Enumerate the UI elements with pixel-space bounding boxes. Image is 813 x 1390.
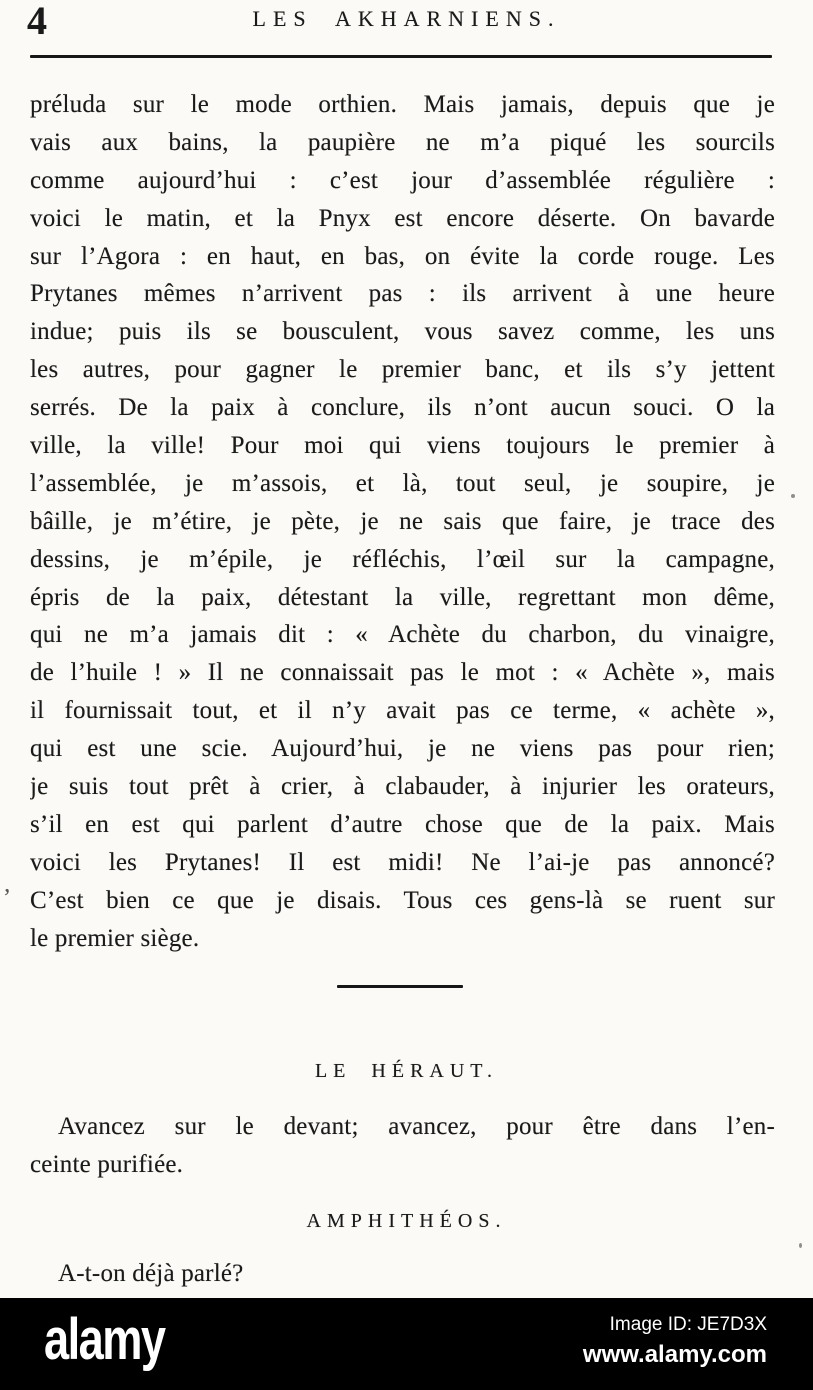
text-line: sur l’Agora : en haut, en bas, on évite la corde rouge. Les (30, 242, 775, 270)
watermark-info (583, 1313, 767, 1370)
text-line: Prytanes mêmes n’arrivent pas : ils arrivent à une heure (30, 280, 775, 308)
image-id-text: Image ID: JE7D3X (609, 1314, 767, 1335)
text-line: qui ne m’a jamais dit : « Achète du charbon, du vinaigre, (30, 621, 775, 649)
dialogue-line: ceinte purifiée. (30, 1151, 184, 1178)
scan-artifact-dot (799, 1243, 802, 1248)
text-line: je suis tout prêt à crier, à clabauder, à injurier les orateurs, (30, 773, 775, 801)
text-line: s’il en est qui parlent d’autre chose que de la paix. Mais (30, 810, 775, 838)
text-line: vais aux bains, la paupière ne m’a piqué les sourcils (30, 128, 775, 156)
text-line: serrés. De la paix à conclure, ils n’ont aucun souci. O la (30, 394, 775, 422)
text-line: de l’huile ! » Il ne connaissait pas le mot : « Achète », mais (30, 659, 775, 687)
section-divider-rule (337, 985, 463, 988)
text-line: il fournissait tout, et il n’y avait pas ce terme, « achète », (30, 697, 775, 725)
speaker-heading-amphitheos: AMPHITHÉOS. (306, 1210, 507, 1232)
text-line: indue; puis ils se bousculent, vous savez comme, les uns (30, 318, 775, 346)
text-line: ville, la ville! Pour moi qui viens toujours le premier à (30, 432, 775, 460)
text-line: qui est une scie. Aujourd’hui, je ne viens pas pour rien; (30, 735, 775, 763)
text-line: les autres, pour gagner le premier banc, et ils s’y jettent (30, 356, 775, 384)
dialogue-line: A-t-on déjà parlé? (58, 1260, 244, 1287)
dialogue-line: Avancez sur le devant; avancez, pour être dans l’en- (58, 1113, 775, 1140)
text-line: bâille, je m’étire, je pète, je ne sais que faire, je trace des (30, 507, 775, 535)
text-line: comme aujourd’hui : c’est jour d’assemblée régulière : (30, 166, 775, 194)
scan-artifact-dot (791, 494, 795, 498)
watermark-url-text: www.alamy.com (582, 1341, 767, 1368)
header-rule (30, 55, 772, 58)
page-number: 4 (27, 0, 47, 43)
alamy-logo: alamy (44, 1307, 165, 1372)
text-line: préluda sur le mode orthien. Mais jamais, depuis que je (30, 91, 775, 118)
speaker-heading-heraut: LE HÉRAUT. (314, 1060, 499, 1082)
scan-artifact-apostrophe: ’ (3, 885, 11, 911)
watermark-bar (0, 1298, 813, 1390)
text-line: C’est bien ce que je disais. Tous ces gens-là se ruent sur (30, 886, 775, 914)
text-line: voici les Prytanes! Il est midi! Ne l’ai-je pas annoncé? (30, 848, 775, 876)
text-line: dessins, je m’épile, je réfléchis, l’œil sur la campagne, (30, 545, 775, 573)
text-line: l’assemblée, je m’assois, et là, tout seul, je soupire, je (30, 469, 775, 497)
body-text-block (30, 86, 775, 957)
running-title: LES AKHARNIENS. (252, 6, 561, 31)
text-line: épris de la paix, détestant la ville, regrettant mon dême, (30, 583, 775, 611)
text-line: voici le matin, et la Pnyx est encore déserte. On bavarde (30, 204, 775, 232)
text-line: le premier siège. (30, 924, 200, 952)
